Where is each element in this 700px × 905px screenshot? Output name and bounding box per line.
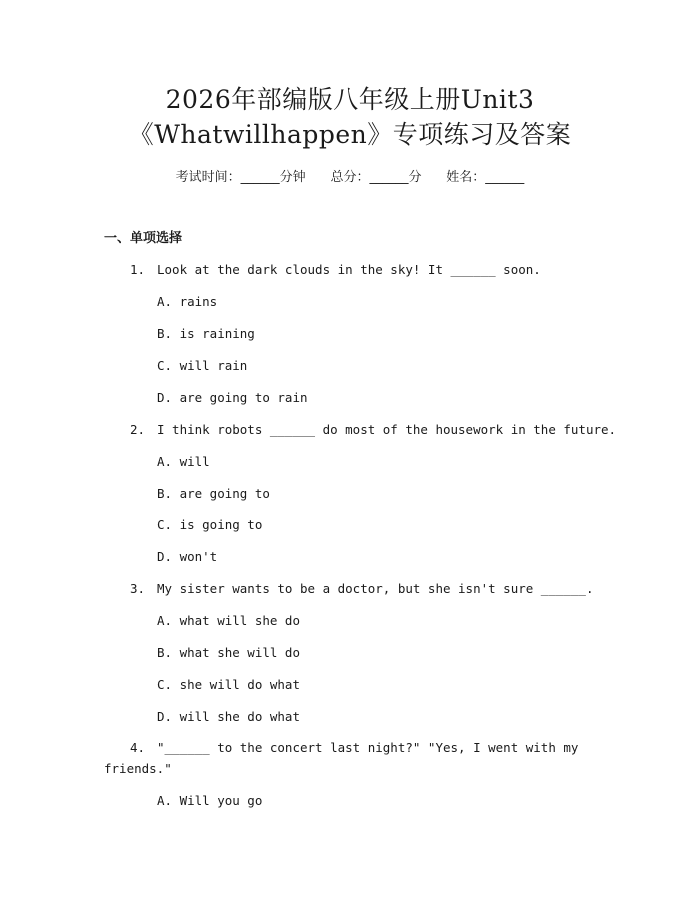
document-title-line-1: 2026年部编版八年级上册Unit3 xyxy=(165,85,535,114)
question-text-continued: friends." xyxy=(104,761,172,776)
option-a: A. what will she do xyxy=(157,613,300,628)
question-text: I think robots ______ do most of the housework in the future. xyxy=(157,422,617,437)
option-b: B. are going to xyxy=(157,486,270,501)
section-heading: 一、单项选择 xyxy=(104,231,183,246)
question-text: "______ to the concert last night?" "Yes, I went with my xyxy=(157,740,579,755)
option-a: A. rains xyxy=(157,294,218,309)
total-score-field: 总分：______分 xyxy=(330,170,422,185)
option-c: C. is going to xyxy=(157,517,263,532)
option-a: A. Will you go xyxy=(157,793,263,808)
exam-info-row xyxy=(0,168,700,188)
option-c: C. she will do what xyxy=(157,677,300,692)
document-title-line-2: 《Whatwillhappen》专项练习及答案 xyxy=(128,120,572,149)
question-number: 1. xyxy=(130,262,146,277)
exam-time-field: 考试时间：______分钟 xyxy=(175,170,306,185)
option-d: D. won't xyxy=(157,549,218,564)
option-d: D. will she do what xyxy=(157,709,300,724)
option-b: B. is raining xyxy=(157,326,255,341)
question-number: 4. xyxy=(130,740,146,755)
question-text: Look at the dark clouds in the sky! It ______ soon. xyxy=(157,262,541,277)
option-d: D. are going to rain xyxy=(157,390,308,405)
option-a: A. will xyxy=(157,454,210,469)
question-number: 2. xyxy=(130,422,146,437)
option-c: C. will rain xyxy=(157,358,248,373)
question-number: 3. xyxy=(130,581,146,596)
question-text: My sister wants to be a doctor, but she isn't sure ______. xyxy=(157,581,594,596)
option-b: B. what she will do xyxy=(157,645,300,660)
student-name-field: 姓名：______ xyxy=(446,170,525,185)
